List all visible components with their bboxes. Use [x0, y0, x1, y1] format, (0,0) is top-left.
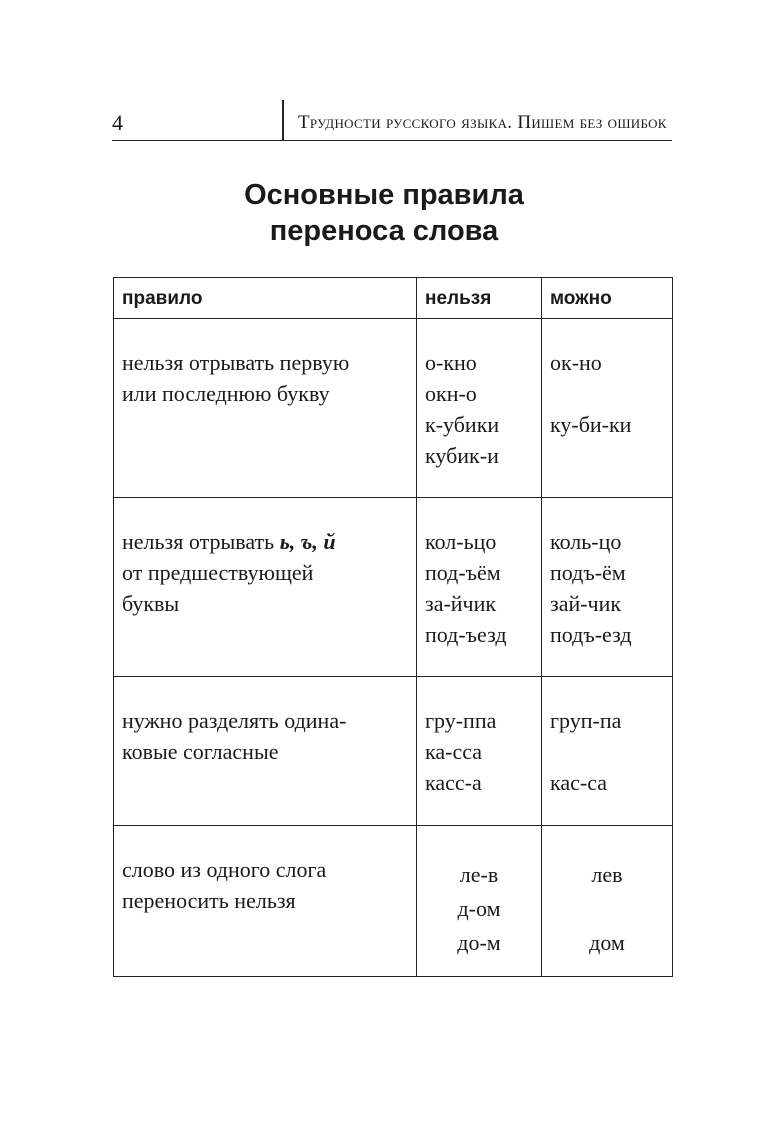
table-row [114, 677, 673, 826]
forbidden-example: гру-ппа [425, 708, 497, 733]
rule-text: нужно разделять одина- [122, 708, 347, 733]
allowed-example: подъ-езд [550, 622, 632, 647]
page-title-line-1: Основные правила [244, 179, 524, 211]
column-header-rule: правило [114, 278, 417, 319]
forbidden-example: до-м [457, 930, 501, 955]
column-header-allowed: можно [542, 278, 673, 319]
allowed-example: коль-цо [550, 529, 622, 554]
allowed-example [550, 892, 664, 926]
running-title: Трудности русского языка. Пишем без ошибок [298, 112, 667, 133]
column-header-forbidden: нельзя [417, 278, 542, 319]
allowed-example: ку-би-ки [550, 412, 632, 437]
forbidden-example: о-кно [425, 350, 477, 375]
rule-cell [114, 826, 417, 977]
header-divider [282, 100, 284, 140]
forbidden-example: к-убики [425, 412, 500, 437]
page-number: 4 [112, 110, 123, 135]
running-header [112, 100, 672, 141]
rule-text: буквы [122, 591, 180, 616]
allowed-example: груп-па [550, 708, 622, 733]
allowed-cell [542, 319, 673, 498]
forbidden-cell [417, 498, 542, 677]
allowed-cell [542, 677, 673, 826]
rule-cell [114, 498, 417, 677]
allowed-cell [542, 498, 673, 677]
forbidden-example: кол-ьцо [425, 529, 497, 554]
special-letters: ь, ъ, й [279, 529, 336, 554]
allowed-example [550, 378, 664, 409]
forbidden-example: д-ом [457, 896, 501, 921]
rule-cell [114, 677, 417, 826]
allowed-example [550, 440, 664, 471]
forbidden-cell [417, 677, 542, 826]
allowed-example [550, 736, 664, 767]
rule-text: от предшествующей [122, 560, 314, 585]
forbidden-cell [417, 319, 542, 498]
forbidden-example: касс-а [425, 770, 482, 795]
rule-text: нельзя отрывать [122, 529, 280, 554]
forbidden-example: за-йчик [425, 591, 497, 616]
table-row [114, 826, 673, 977]
allowed-example: дом [589, 930, 625, 955]
allowed-example: кас-са [550, 770, 608, 795]
allowed-example: ок-но [550, 350, 602, 375]
rule-text: переносить нельзя [122, 888, 296, 913]
forbidden-example: под-ъём [425, 560, 501, 585]
page-title-line-2: переноса слова [269, 215, 499, 247]
forbidden-example: ле-в [459, 862, 499, 887]
forbidden-example: кубик-и [425, 443, 499, 468]
forbidden-example: ка-сса [425, 739, 483, 764]
forbidden-example: окн-о [425, 381, 477, 406]
rule-text: слово из одного слога [122, 857, 327, 882]
hyphenation-rules-table [113, 277, 673, 977]
table-row [114, 498, 673, 677]
table-header-row [114, 278, 673, 319]
forbidden-example: под-ъезд [425, 622, 507, 647]
table-row [114, 319, 673, 498]
rule-text: ковые согласные [122, 739, 279, 764]
forbidden-cell [417, 826, 542, 977]
allowed-example: лев [591, 862, 623, 887]
rule-cell [114, 319, 417, 498]
allowed-example: подъ-ём [550, 560, 626, 585]
allowed-cell [542, 826, 673, 977]
rule-text-first-line [122, 526, 408, 557]
rule-text: или последнюю букву [122, 381, 330, 406]
rule-text: нельзя отрывать первую [122, 350, 350, 375]
allowed-example: зай-чик [550, 591, 622, 616]
